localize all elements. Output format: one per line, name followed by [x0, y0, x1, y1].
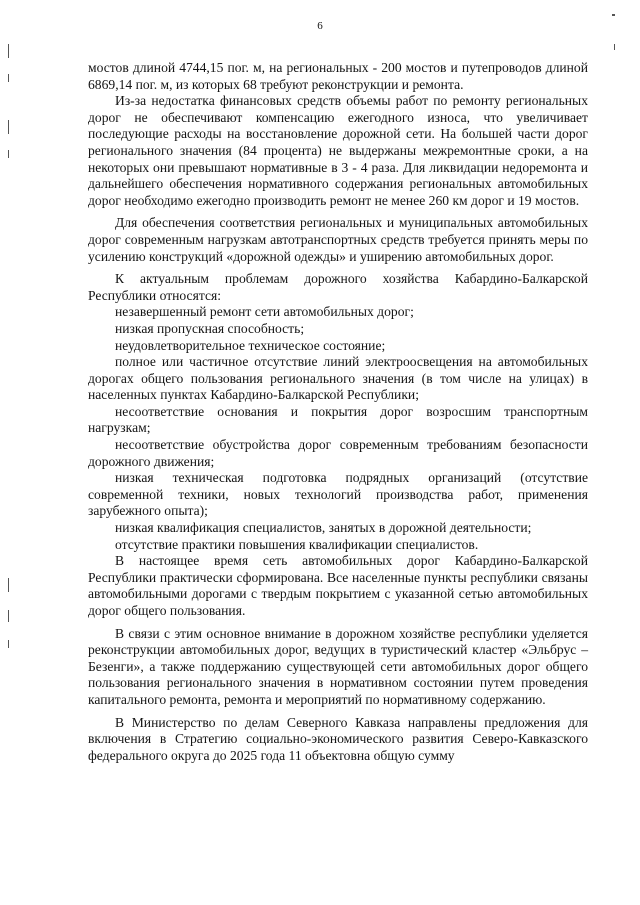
list-item: полное или частичное отсутствие линий электроосвещения на автомобильных дорогах общего пользования регионального значения (в том числе на улицах) в населенных пунктах Кабардино-Балкарской Республики;: [88, 354, 588, 403]
scan-mark: [8, 74, 9, 82]
scan-mark: [8, 578, 9, 592]
scan-mark: [8, 150, 9, 158]
list-item: низкая техническая подготовка подрядных организаций (отсутствие современной техники, новых технологий производства работ, применения зарубежного опыта);: [88, 470, 588, 519]
paragraph-bridges: мостов длиной 4744,15 пог. м, на региональных - 200 мостов и путепроводов длиной 6869,14 пог. м, из которых 68 требуют реконструкции и ремонта.: [88, 60, 588, 92]
list-item: незавершенный ремонт сети автомобильных дорог;: [115, 304, 414, 320]
scan-mark: [614, 44, 615, 50]
page-number: 6: [317, 20, 323, 32]
list-item: несоответствие основания и покрытия дорог возросшим транспортным нагрузкам;: [88, 403, 588, 436]
scan-mark: [8, 44, 9, 58]
list-item: несоответствие обустройства дорог современным требованиям безопасности дорожного движения;: [88, 437, 588, 469]
paragraph-loads: Для обеспечения соответствия региональных и муниципальных автомобильных дорог современным нагрузкам автотранспортных средств требуется принять меры по усилению конструкций «дорожной одежды» и уширению автомобильных дорог.: [88, 215, 588, 264]
paragraph-problems-intro: К актуальным проблемам дорожного хозяйства Кабардино-Балкарской Республики относятся:: [88, 271, 588, 303]
scan-mark: [8, 120, 9, 134]
paragraph-network: В настоящее время сеть автомобильных дорог Кабардино-Балкарской Республики практически сформирована. Все населенные пункты республики связаны автомобильными дорогами с твердым покрытием с указанной сетью автомобильных дорог общего пользования.: [88, 553, 588, 618]
paragraph-reconstruction: В связи с этим основное внимание в дорожном хозяйстве республики уделяется реконструкции автомобильных дорог, ведущих в туристический кластер «Эльбрус – Безенги», а также поддержанию существующей сети автомобильных дорог общего пользования регионального значения в нормативном состоянии путем проведения капитального ремонта, ремонта и мероприятий по нормативному содержанию.: [88, 625, 588, 707]
paragraph-financing: Из-за недостатка финансовых средств объемы работ по ремонту региональных дорог не обеспечивают компенсацию ежегодного износа, что увеличивает последующие расходы на восстановление дорожной сети. На большей части дорог регионального значения (84 процента) не выдержаны межремонтные сроки, а на некоторых они превышают нормативные в 3 - 4 раза. Для ликвидации недоремонта и дальнейшего обеспечения нормативного содержания региональных автомобильных дорог необходимо ежегодно производить ремонт не менее 260 км дорог и 19 мостов.: [88, 93, 588, 208]
document-body: [88, 60, 588, 764]
list-item: неудовлетворительное техническое состояние;: [115, 337, 386, 353]
list-item: низкая пропускная способность;: [115, 320, 305, 336]
list-item: низкая квалификация специалистов, занятых в дорожной деятельности;: [115, 520, 532, 536]
scan-mark: [8, 640, 9, 648]
scan-mark: [612, 14, 615, 16]
list-item: отсутствие практики повышения квалификации специалистов.: [115, 536, 479, 552]
scan-mark: [8, 610, 9, 622]
paragraph-ministry: В Министерство по делам Северного Кавказа направлены предложения для включения в Стратегию социально-экономического развития Северо-Кавказского федерального округа до 2025 года 11 объектовна общую сумму: [88, 714, 588, 763]
